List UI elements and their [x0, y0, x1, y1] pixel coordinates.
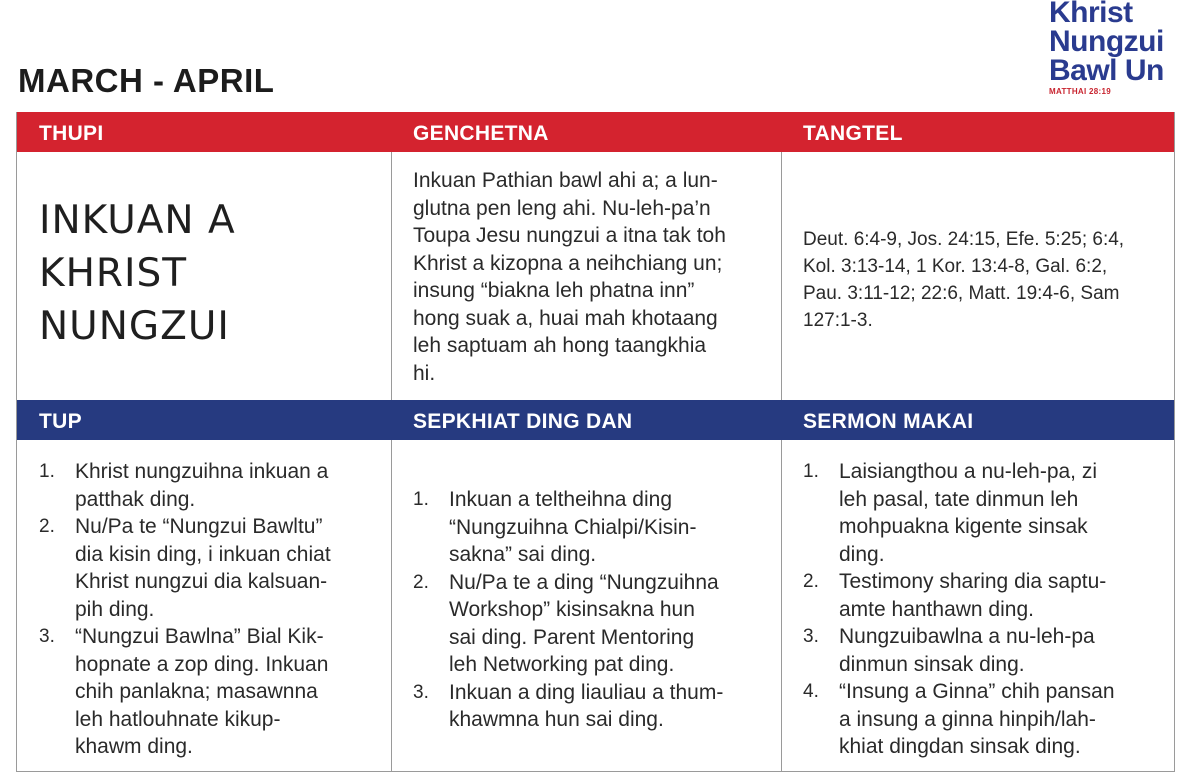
genchetna-line: leh saptuam ah hong taangkhia: [413, 334, 707, 357]
list-number: 2.: [39, 516, 55, 537]
column-divider: [391, 112, 392, 772]
list-line: “Nungzui Bawlna” Bial Kik-: [75, 625, 324, 648]
list-line: leh Networking pat ding.: [449, 653, 675, 676]
header-tangtel: TANGTEL: [803, 122, 903, 145]
column-divider: [781, 112, 782, 772]
list-number: 2.: [803, 571, 819, 592]
header-band-top: [17, 112, 1174, 152]
thupi-cell: [39, 194, 379, 353]
list-line: khawm ding.: [75, 735, 193, 758]
tup-list: [39, 458, 384, 761]
genchetna-line: insung “biakna leh phatna inn”: [413, 279, 695, 302]
list-line: a insung a ginna hinpih/lah-: [839, 707, 1096, 731]
list-number: 2.: [413, 571, 429, 593]
list-line: Nungzuibawlna a nu-leh-pa: [839, 625, 1095, 648]
header-thupi: THUPI: [39, 122, 104, 145]
list-number: 3.: [803, 626, 819, 647]
list-item: [803, 623, 1168, 678]
page-title: MARCH - APRIL: [18, 62, 275, 99]
list-line: sakna” sai ding.: [449, 543, 597, 566]
list-line: khiat dingdan sinsak ding.: [839, 735, 1081, 758]
logo: [1049, 0, 1189, 96]
header-band-bottom: [17, 400, 1174, 440]
genchetna-line: Toupa Jesu nungzui a itna tak toh: [413, 224, 726, 247]
list-item: [39, 513, 384, 623]
list-line: chih panlakna; masawnna: [75, 680, 318, 703]
sermon-cell: [803, 458, 1168, 761]
list-line: Laisiangthou a nu-leh-pa, zi: [839, 460, 1098, 483]
list-line: mohpuakna kigente sinsak: [839, 515, 1088, 538]
tangtel-cell: [803, 226, 1175, 334]
header-genchetna: GENCHETNA: [413, 122, 549, 145]
list-line: Nu/Pa te “Nungzui Bawltu”: [75, 515, 323, 538]
logo-reference: MATTHAI 28:19: [1049, 87, 1111, 96]
logo-line: Nungzui: [1049, 25, 1164, 58]
genchetna-line: hong suak a, huai mah khotaang: [413, 306, 718, 330]
list-line: khawmna hun sai ding.: [449, 708, 664, 731]
list-line: Khrist nungzuihna inkuan a: [75, 460, 329, 483]
header-sepkhiat: SEPKHIAT DING DAN: [413, 410, 633, 433]
list-line: Inkuan a teltheihna ding: [449, 488, 673, 511]
sepkhiat-list: [413, 486, 775, 734]
sepkhiat-cell: [413, 486, 775, 734]
genchetna-line: Khrist a kizopna a neihchiang un;: [413, 251, 723, 275]
list-line: ding.: [839, 542, 885, 566]
list-item: [39, 458, 384, 513]
list-number: 1.: [413, 489, 429, 510]
thupi-title-line: KHRIST: [39, 251, 188, 296]
list-number: 3.: [413, 681, 429, 703]
tangtel-line: 127:1-3.: [803, 310, 873, 331]
list-line: pih ding.: [75, 597, 155, 621]
list-item: [803, 678, 1168, 761]
list-line: “Insung a Ginna” chih pansan: [839, 680, 1115, 703]
header-tup: TUP: [39, 410, 82, 433]
list-line: Workshop” kisinsakna hun: [449, 598, 695, 621]
list-line: dia kisin ding, i inkuan chiat: [75, 542, 331, 566]
list-line: “Nungzuihna Chialpi/Kisin-: [449, 515, 697, 539]
thupi-title-line: NUNGZUI: [39, 304, 230, 349]
list-item: [803, 568, 1168, 623]
list-line: amte hanthawn ding.: [839, 597, 1034, 621]
list-number: 4.: [803, 681, 819, 702]
list-item: [803, 458, 1168, 568]
list-line: Nu/Pa te a ding “Nungzuihna: [449, 570, 719, 594]
sermon-list: [803, 458, 1168, 761]
list-line: Inkuan a ding liauliau a thum-: [449, 680, 724, 704]
list-line: dinmun sinsak ding.: [839, 652, 1025, 676]
list-number: 1.: [803, 461, 819, 482]
list-line: patthak ding.: [75, 487, 196, 511]
logo-line: Bawl Un: [1049, 54, 1164, 87]
list-line: leh pasal, tate dinmun leh: [839, 487, 1079, 511]
list-item: [39, 623, 384, 761]
tup-cell: [39, 458, 384, 761]
list-item: [413, 679, 775, 734]
list-line: hopnate a zop ding. Inkuan: [75, 652, 329, 676]
schedule-table: [16, 112, 1175, 772]
list-number: 1.: [39, 461, 55, 482]
genchetna-cell: [413, 167, 773, 387]
list-item: [413, 486, 775, 569]
tangtel-line: Pau. 3:11-12; 22:6, Matt. 19:4-6, Sam: [803, 283, 1120, 304]
genchetna-line: hi.: [413, 361, 436, 385]
tangtel-line: Kol. 3:13-14, 1 Kor. 13:4-8, Gal. 6:2,: [803, 256, 1108, 277]
list-number: 3.: [39, 626, 55, 647]
tangtel-line: Deut. 6:4-9, Jos. 24:15, Efe. 5:25; 6:4,: [803, 229, 1125, 250]
genchetna-line: Inkuan Pathian bawl ahi a; a lun-: [413, 169, 718, 192]
list-line: sai ding. Parent Mentoring: [449, 625, 695, 649]
list-item: [413, 569, 775, 679]
genchetna-line: glutna pen leng ahi. Nu-leh-pa’n: [413, 196, 711, 220]
header-sermon: SERMON MAKAI: [803, 410, 974, 433]
list-line: Khrist nungzui dia kalsuan-: [75, 570, 328, 593]
thupi-title-line: INKUAN A: [39, 198, 236, 243]
list-line: leh hatlouhnate kikup-: [75, 707, 281, 731]
logo-line: Khrist: [1049, 0, 1133, 29]
list-line: Testimony sharing dia saptu-: [839, 570, 1107, 593]
